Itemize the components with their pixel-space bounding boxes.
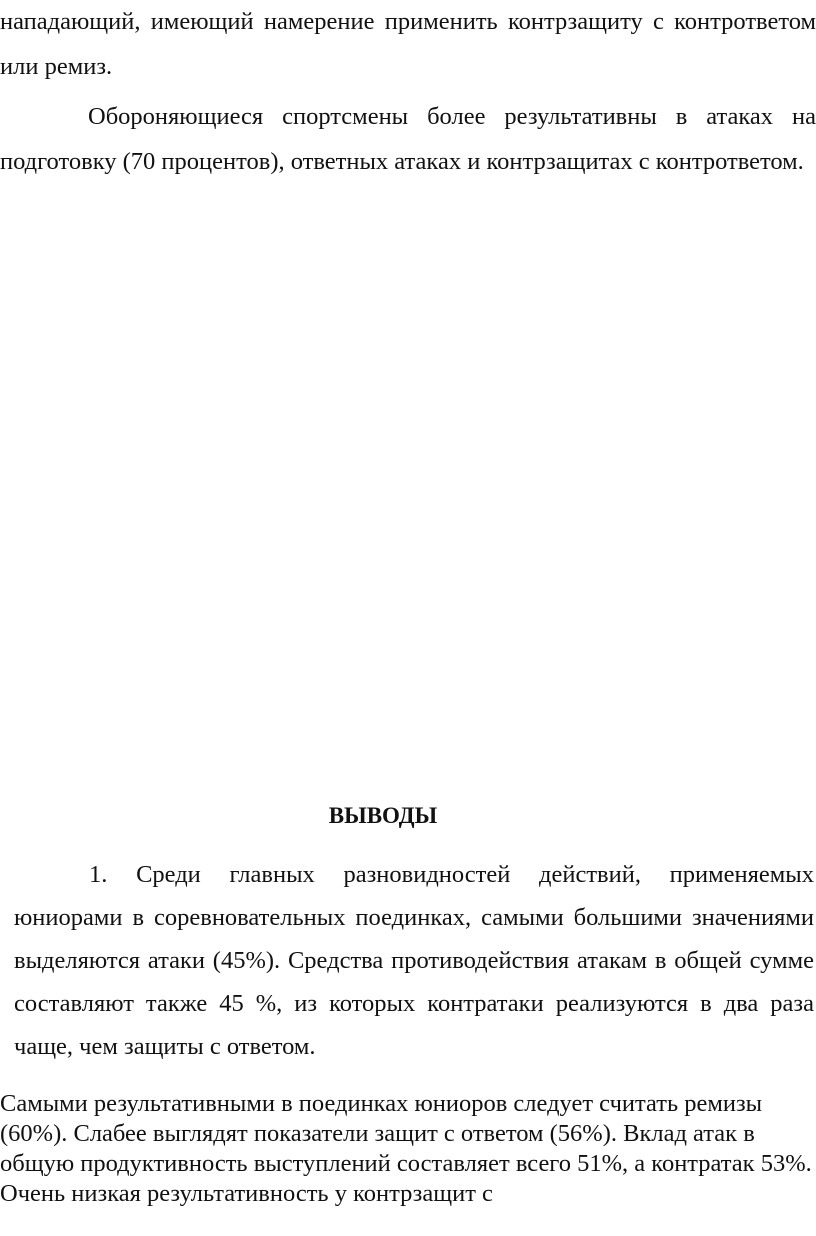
paragraph-continuation: нападающий, имеющий намерение применить контрзащиту с контрответом или ремиз. [0,8,816,80]
paragraph-results: Самыми результативными в поединках юниоров следует считать ремизы (60%). Слабее выглядят показатели защит с ответом (56%). Вклад атак в общую продуктивность выступлений составляет всего 51%, а контратак 53%. Очень низкая результативность у контрзащит с [0,1090,812,1207]
conclusion-item-1: 1. Среди главных разновидностей действий, применяемых юниорами в соревновательных поединках, самыми большими значениями выделяются атаки (45%). Средства противодействия атакам в общей сумме составляют также 45 %, из которых контратаки реализуются в два раза чаще, чем защиты с ответом. [14,861,814,1060]
paragraph-defenders: Обороняющиеся спортсмены более результативны в атаках на подготовку (70 процентов), ответных атаках и контрзащитах с контрответом. [0,103,816,175]
section-heading: ВЫВОДЫ [328,803,438,828]
